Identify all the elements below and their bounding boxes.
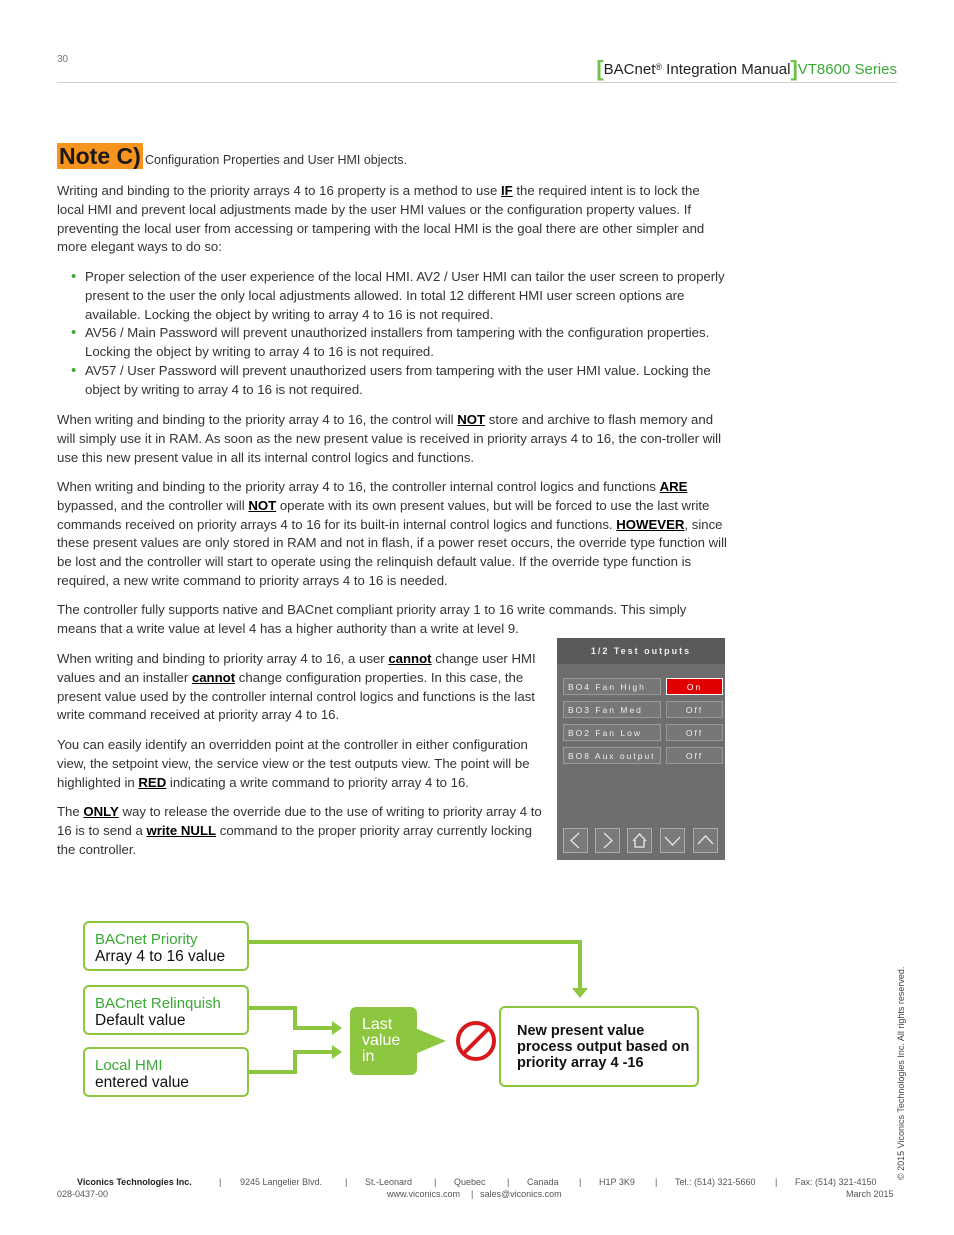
last-value-in-block: Last value in — [350, 1007, 417, 1075]
list-item: • AV57 / User Password will prevent unauthorized users from tampering with the user HMI value. Locking the object by writing to array 4 to 16 is not required. — [60, 362, 725, 400]
footer-province: Quebec — [454, 1177, 486, 1187]
footer-separator: | — [471, 1189, 474, 1199]
list-item: • AV56 / Main Password will prevent unauthorized installers from tampering with the configuration properties. Locking the object by writing to array 4 to 16 is not required. — [60, 324, 725, 362]
paragraph-3: When writing and binding to the priority array 4 to 16, the controller internal control logics and functions ARE bypassed, and the controller will NOT operate with its own present values, but will be forced to use the last write commands received on priority arrays 4 to 16 for its built-in internal control logics and functions. HOWEVER, since these present values are only stored in RAM and not in flash, if a power reset occurs, the override type function will be lost and the controller will start to operate using the relinquish default value. If the override type function is required, a new write command to priority arrays 4 to 16 is needed. — [57, 479, 727, 588]
footer-address: 9245 Langelier Blvd. — [240, 1177, 323, 1187]
hmi-row-label: BO2 Fan Low — [563, 724, 661, 741]
footer-separator: | — [434, 1177, 437, 1187]
box-local-hmi: Local HMI entered value — [83, 1047, 249, 1097]
footer-email[interactable]: sales@viconics.com — [480, 1189, 562, 1199]
footer-company: Viconics Technologies Inc. — [77, 1177, 192, 1187]
manual-title: BACnet — [603, 61, 656, 78]
paragraph-4: The controller fully supports native and BACnet compliant priority array 1 to 16 write commands. This simply means that a write value at level 4 has a higher authority than a write at level 9. — [57, 602, 687, 636]
box-bacnet-priority: BACnet Priority Array 4 to 16 value — [83, 921, 249, 971]
footer-postal: H1P 3K9 — [599, 1177, 635, 1187]
paragraph-2: When writing and binding to the priority array 4 to 16, the control will NOT store and archive to flash memory and will simply use it in RAM. As soon as the new present value is received in priority arrays 4 to 16, the con-troller will use this new present value in all its internal control logics and functions. — [57, 412, 722, 465]
arrow-relinquish-to-last — [249, 1008, 333, 1028]
arrow-hmi-to-last — [249, 1052, 333, 1072]
footer-separator: | — [655, 1177, 658, 1187]
hmi-row-label: BO8 Aux output — [563, 747, 661, 764]
page-number: 30 — [57, 54, 69, 65]
arrowhead — [332, 1045, 342, 1059]
footer-city: St.-Leonard — [365, 1177, 413, 1187]
footer-fax: Fax: (514) 321-4150 — [795, 1177, 877, 1187]
hmi-row-value: Off — [666, 724, 723, 741]
arrowhead — [332, 1021, 342, 1035]
series-name: VT8600 Series — [797, 61, 897, 78]
hmi-row-label: BO3 Fan Med — [563, 701, 661, 718]
footer-date: March 2015 — [846, 1189, 894, 1199]
prohibited-icon — [455, 1020, 497, 1062]
footer-tel: Tel.: (514) 321-5660 — [675, 1177, 756, 1187]
box-bacnet-relinquish: BACnet Relinquish Default value — [83, 985, 249, 1035]
paragraph-1: Writing and binding to the priority arrays 4 to 16 property is a method to use IF the required intent is to lock the local HMI and prevent local adjustments made by the user HMI values or the configuration property values. If preventing the local user from accessing or tampering with the local HMI is the goal there are other simpler and more elegant ways to do so: — [57, 183, 705, 255]
hmi-screen-title: 1/2 Test outputs — [557, 638, 725, 664]
footer-separator: | — [219, 1177, 222, 1187]
hmi-row-value: Off — [666, 701, 723, 718]
footer-doc-number: 028-0437-00 — [57, 1189, 109, 1199]
last-value-arrow-tip — [415, 1028, 446, 1054]
footer-separator: | — [507, 1177, 510, 1187]
note-title: Note C) — [59, 143, 141, 169]
paragraph-5: When writing and binding to priority array 4 to 16, a user cannot change user HMI values and an installer cannot change configuration properties. In this case, the present value used by the controller internal control logics and functions is the last write command received at priority array 4 to 16. — [57, 651, 536, 723]
paragraph-7: The ONLY way to release the override due to the use of writing to priority array 4 to 16 is to send a write NULL command to the proper priority array currently locking the controller. — [57, 804, 542, 857]
paragraph-6: You can easily identify an overridden point at the controller in either configuration view, the setpoint view, the service view or the test outputs view. The point will be highlighted in RED indicating a write command to priority array 4 to 16. — [57, 737, 530, 790]
box-new-present-value: New present value process output based on priority array 4 -16 — [499, 1006, 699, 1087]
footer-separator: | — [579, 1177, 582, 1187]
arrowhead — [572, 988, 588, 998]
hmi-row-value-overridden: On — [666, 678, 723, 695]
footer-country: Canada — [527, 1177, 559, 1187]
footer-website[interactable]: www.viconics.com — [387, 1189, 461, 1199]
arrow-priority-to-result — [249, 942, 580, 990]
hmi-row-label: BO4 Fan High — [563, 678, 661, 695]
manual-header: [BACnet® Integration Manual]VT8600 Series — [596, 56, 897, 81]
hmi-row-value: Off — [666, 747, 723, 764]
footer-separator: | — [775, 1177, 778, 1187]
copyright-vertical: © 2015 Viconics Technologies Inc. All rights reserved. — [896, 966, 906, 1180]
list-item: • Proper selection of the user experience of the local HMI. AV2 / User HMI can tailor the user screen to properly present to the user the only local adjustments allowed. In total 12 different HMI user screen options are available. Locking the object by writing to array 4 to 16 is not required. — [60, 268, 725, 324]
note-subtitle: Configuration Properties and User HMI objects. — [145, 153, 407, 167]
footer-separator: | — [345, 1177, 348, 1187]
